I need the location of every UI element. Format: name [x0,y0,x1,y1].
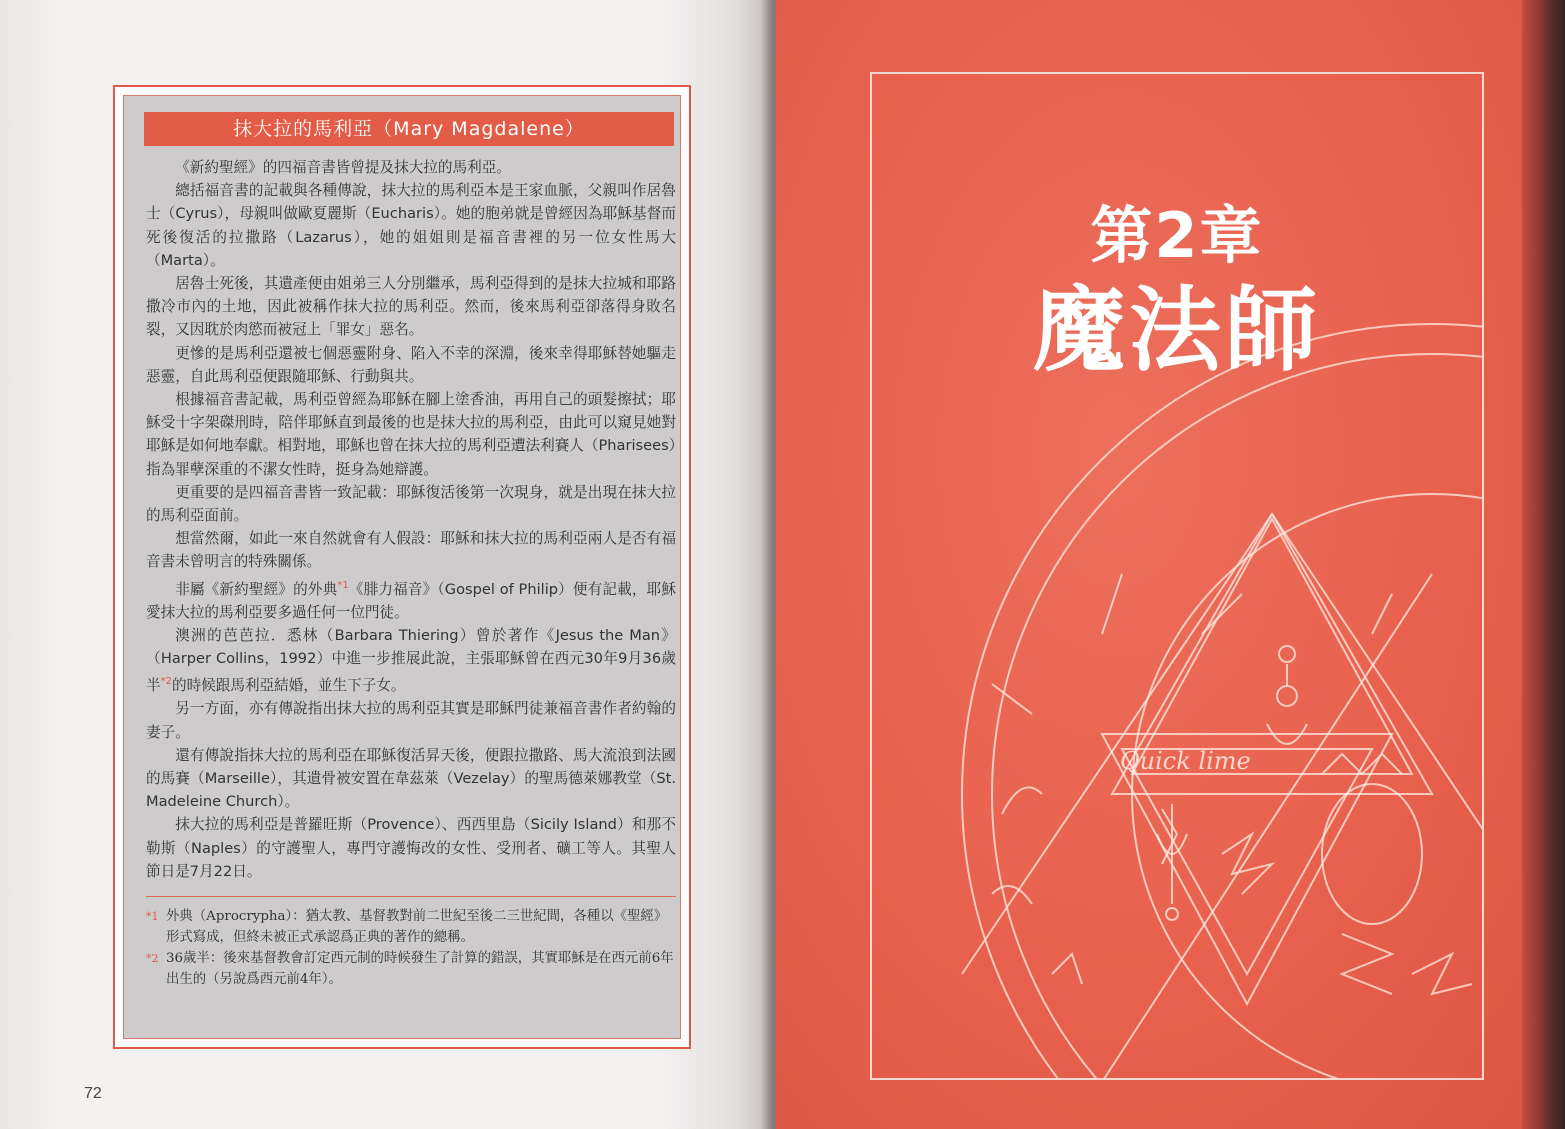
footnotes [146,906,676,990]
footnote-marker: *1 [337,579,349,591]
paragraph: 抹大拉的馬利亞是普羅旺斯（Provence）、西西里島（Sicily Island）和那不勒斯（Naples）的守護聖人，專門守護悔改的女性、受刑者、礦工等人。其聖人節日是7月22日。 [146,816,676,880]
sidebar-box-panel [123,95,681,1039]
left-page [0,0,776,1129]
paragraph-text: 的時候跟馬利亞結婚，並生下子女。 [171,677,406,695]
paragraph: 《新約聖經》的四福音書皆曾提及抹大拉的馬利亞。 [175,159,511,176]
paragraph: 另一方面，亦有傳說指出抹大拉的馬利亞其實是耶穌門徒兼福音書作者約翰的妻子。 [146,700,676,741]
paragraph: 總括福音書的記載與各種傳說，抹大拉的馬利亞本是王家血脈，父親叫作居魯士（Cyrus），母親叫做歐夏麗斯（Eucharis）。她的胞弟就是曾經因為耶穌基督而死後復活的拉撒路（Lazarus），她的姐姐則是福音書裡的另一位女性馬大（Marta）。 [146,182,676,269]
paragraph-text: 《腓力福音》（Gospel of Philip）便有記載，耶穌愛抹大拉的馬利亞要多過任何一位門徒。 [146,580,676,621]
paragraph-text: 非屬《新約聖經》的外典 [175,580,338,598]
paragraph: 居魯士死後，其遺產便由姐弟三人分別繼承，馬利亞得到的是抹大拉城和耶路撒冷市內的土地，因此被稱作抹大拉的馬利亞。然而，後來馬利亞卻落得身敗名裂，又因耽於肉慾而被冠上「罪女」惡名。 [146,275,676,339]
page-number: 72 [84,1085,102,1102]
chapter-title: 魔法師 [1032,277,1321,384]
seal-inscription: Quick lime [1120,747,1251,775]
footnote-text: 36歲半：後來基督教會訂定西元制的時候發生了計算的錯誤，其實耶穌是在西元前6年出生的（另說爲西元前4年）。 [166,951,674,987]
footnote-marker: *2 [160,676,172,688]
footnote-text: 外典（Aprocrypha）：猶太教、基督教對前二世紀至後二三世紀間，各種以《聖經》形式寫成，但終未被正式承認爲正典的著作的總稱。 [166,909,668,945]
footnote [146,948,676,990]
footnote-divider [146,896,676,897]
paragraph: 還有傳說指抹大拉的馬利亞在耶穌復活昇天後，便跟拉撒路、馬大流浪到法國的馬賽（Marseille），其遺骨被安置在韋茲萊（Vezelay）的聖馬德萊娜教堂（St. Madeleine Church）。 [146,746,676,811]
paragraph [146,574,676,624]
chapter-frame [870,72,1484,1080]
page-edges [1522,0,1565,1129]
footnote-mark: *1 [146,910,159,923]
paragraph-text: 澳洲的芭芭拉．悉林（Barbara Thiering）曾於著作《Jesus the Man》（Harper Collins，1992）中進一步推展此說，主張耶穌曾在西元30年9月36歲半 [146,626,676,695]
footnote-mark: *2 [146,952,159,965]
paragraph: 更慘的是馬利亞還被七個惡靈附身、陷入不幸的深淵，後來幸得耶穌替她驅走惡靈，自此馬利亞便跟隨耶穌、行動與共。 [146,344,676,385]
footnote [146,906,676,948]
chapter-number: 第2章 [1090,199,1264,272]
box-title: 抹大拉的馬利亞（Mary Magdalene） [144,112,674,146]
paragraph: 想當然爾，如此一來自然就會有人假設：耶穌和抹大拉的馬利亞兩人是否有福音書未曾明言的特殊關係。 [146,530,676,571]
paragraph: 根據福音書記載，馬利亞曾經為耶穌在腳上塗香油，再用自己的頭髮擦拭；耶穌受十字架磔刑時，陪伴耶穌直到最後的也是抹大拉的馬利亞，由此可以窺見她對耶穌是如何地奉獻。相對地，耶穌也曾在抹大拉的馬利亞遭法利賽人（Pharisees）指為罪孽深重的不潔女性時，挺身為她辯護。 [146,391,676,478]
box-body [146,156,676,883]
paragraph [146,624,676,697]
paragraph: 更重要的是四福音書皆一致記載：耶穌復活後第一次現身，就是出現在抹大拉的馬利亞面前。 [146,483,676,525]
sidebar-box [113,85,691,1049]
